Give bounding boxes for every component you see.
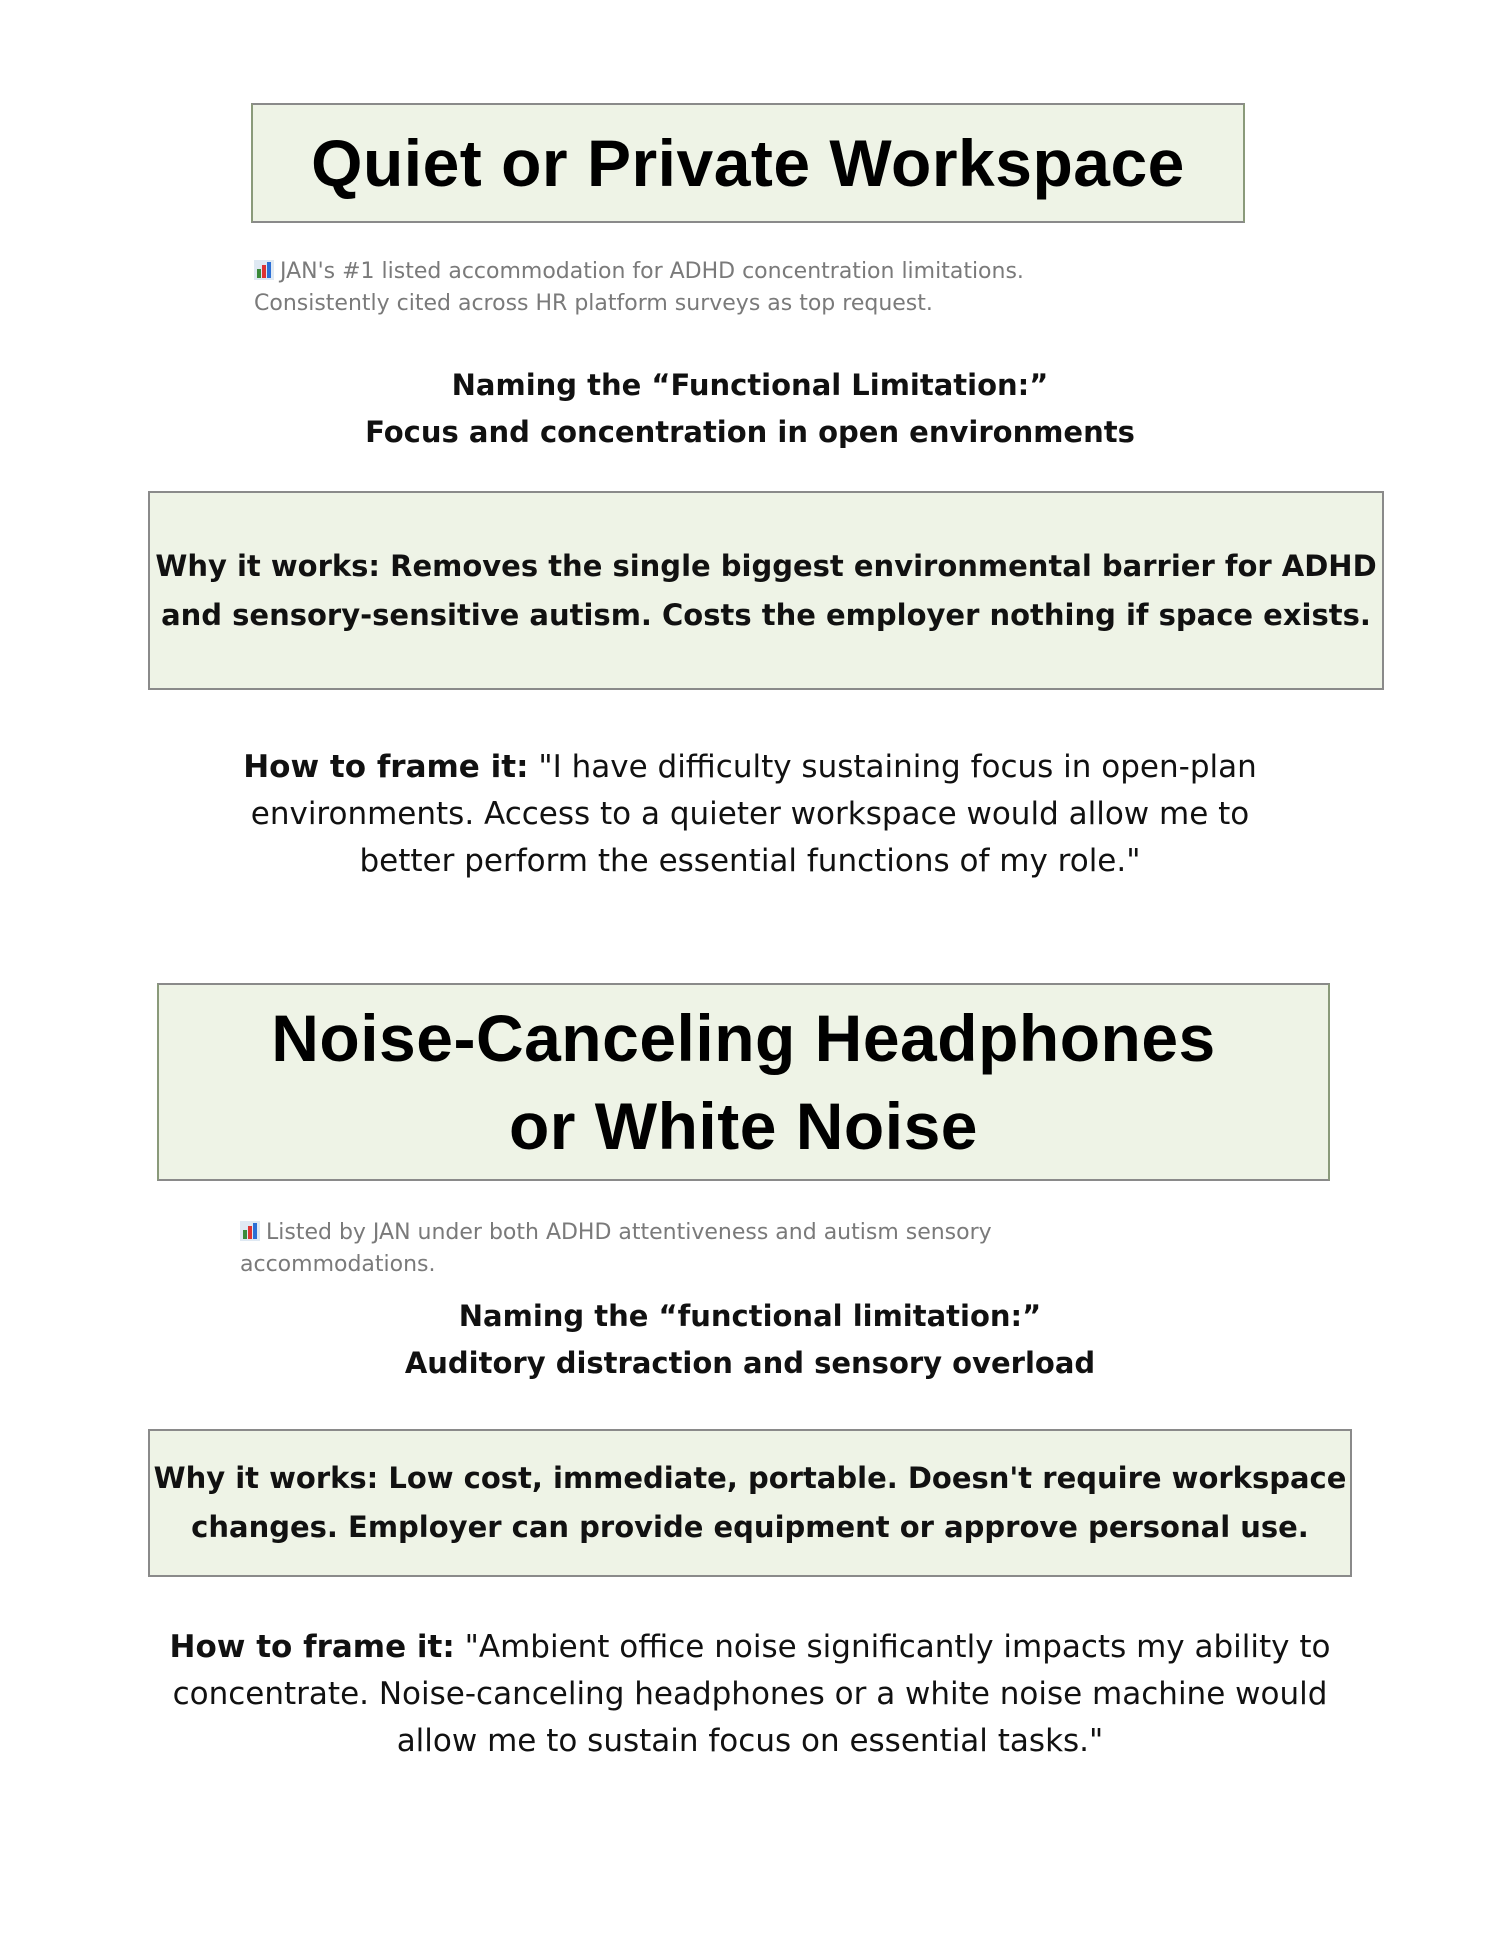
why-line: Why it works: Low cost, immediate, portable. Doesn't require workspace	[153, 1461, 1347, 1495]
section-title-line: or White Noise	[508, 1089, 979, 1163]
source-note-line: JAN's #1 listed accommodation for ADHD concentration limitations.	[280, 259, 1024, 284]
source-note-line: Consistently cited across HR platform surveys as top request.	[254, 291, 933, 316]
how-to-frame	[0, 744, 1500, 885]
frame-label: How to frame it:	[243, 749, 529, 785]
naming-label: Naming the “Functional Limitation:”	[451, 368, 1049, 402]
title-box-headphones	[157, 983, 1330, 1181]
section-title-line: Noise-Canceling Headphones	[271, 1001, 1216, 1075]
bar-chart-icon	[254, 260, 274, 280]
why-line: changes. Employer can provide equipment or approve personal use.	[191, 1510, 1309, 1544]
frame-label: How to frame it:	[169, 1629, 455, 1665]
why-line: and sensory-sensitive autism. Costs the employer nothing if space exists.	[161, 597, 1371, 632]
bar-chart-icon	[240, 1221, 260, 1241]
frame-line: better perform the essential functions of my role."	[359, 843, 1141, 879]
section-title: Quiet or Private Workspace	[311, 126, 1185, 200]
why-line: Why it works: Removes the single biggest environmental barrier for ADHD	[155, 548, 1377, 583]
frame-line: concentrate. Noise-canceling headphones or a white noise machine would	[172, 1676, 1328, 1712]
source-note	[254, 256, 1024, 320]
source-note-line: accommodations.	[240, 1252, 436, 1277]
why-box	[148, 491, 1384, 690]
title-box-quiet-workspace	[251, 103, 1245, 223]
naming-label: Naming the “functional limitation:”	[458, 1299, 1042, 1333]
frame-line: "I have difficulty sustaining focus in open-plan	[538, 749, 1257, 785]
frame-line: environments. Access to a quieter workspace would allow me to	[250, 796, 1250, 832]
naming-value: Focus and concentration in open environments	[365, 415, 1135, 449]
why-box	[148, 1429, 1352, 1577]
source-note	[240, 1217, 992, 1281]
how-to-frame	[0, 1624, 1500, 1765]
frame-line: allow me to sustain focus on essential tasks."	[396, 1723, 1104, 1759]
frame-line: "Ambient office noise significantly impacts my ability to	[464, 1629, 1331, 1665]
naming-value: Auditory distraction and sensory overload	[404, 1346, 1096, 1380]
source-note-line: Listed by JAN under both ADHD attentiveness and autism sensory	[266, 1220, 992, 1245]
